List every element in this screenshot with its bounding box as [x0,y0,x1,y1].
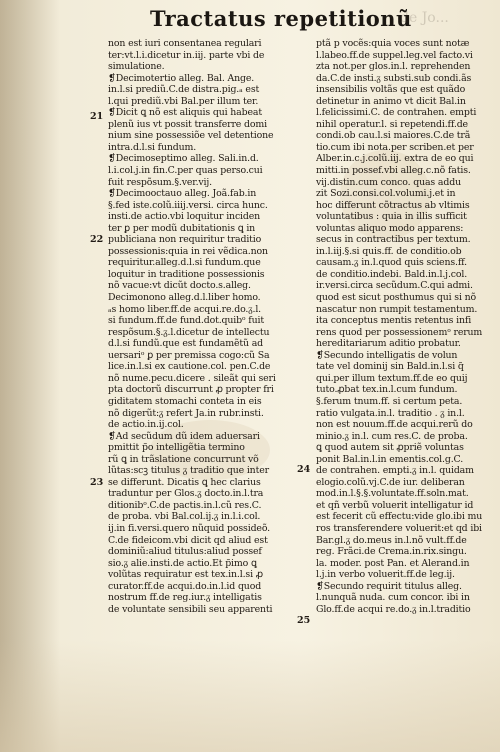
text-line: ptã p vocẽs:quia voces sunt notæ [316,38,470,49]
text-line: minio.ᵹ in.l. cum res.C. de proba. [316,430,468,442]
left-text-column [108,38,304,615]
text-line: si fundum.ff.de fund.dot.quibᵒ fuit [108,315,264,327]
text-line: nascatur non rumpit testamentum. [316,303,478,315]
text-line: ₐs homo liber.ff.de acqui.re.do.ᵹ.l. [108,303,261,315]
text-line: curator.ff.de acqui.do.in.l.id quod [108,580,262,592]
text-line: l.qui prediũ.vbi Bal.per illum ter. [108,95,259,107]
text-line: non est iuri consentanea regulari [108,38,262,49]
text-line: rũ ꝗ in trãslatione concurrunt võ [108,453,259,465]
text-line: l.j.in verbo voluerit.ff.de leg.ij. [316,569,455,581]
text-line: loquitur in traditione possessionis [108,268,265,280]
text-line: Decimonono alleg.d.l.liber homo. [108,292,261,304]
text-line: de voluntate sensibili seu apparenti [108,603,273,615]
text-line: §.ferum tnum.ff. si certum peta. [316,395,463,407]
text-line: sio.ᵹ alie.insti.de actio.Et p̃imo ꝗ [108,557,257,569]
text-line: ❡Decimoseptimo alleg. Sali.in.d. [108,153,259,165]
text-line: in.l.si prediũ.C.de distra.pig.ₐ est [108,84,260,96]
text-line: de proba. vbi Bal.col.ij.ᵹ in.l.i.col. [108,511,261,523]
text-line: volũtas requiratur est tex.in.l.si ꝓ [108,569,263,581]
text-line: zit Sozi.consi.col.volumi.j.et in [316,188,456,200]
text-line: l.labeo.ff.de suppel.leg.vel facto.vi [316,49,473,61]
bottom-shadow [0,640,500,752]
text-line: nihil operatur.l. si repetendi.ff.de [316,118,468,130]
text-line: se differunt. Dicatis ꝗ hec clarius [108,476,261,488]
text-line: nõ digerũt:ᵹ refert Ja.in rubr.insti. [108,407,264,419]
text-line: insti.de actio.vbi loquitur inciden [108,211,261,223]
text-line: dominiũ:aliud titulus:aliud possef [108,546,262,558]
margin-number: 23 [90,477,104,488]
text-line: ponit Bal.in.l.in ementis.col.g.C. [316,453,464,465]
text-line: l.felicissimi.C. de contrahen. empti [316,107,477,119]
text-line: nium sine possessiõe vel detentione [108,130,274,142]
text-line: de contrahen. empti.ᵹ in.l. quidam [316,465,474,477]
text-line: ir.versi.circa secũdum.C.qui admi. [316,280,473,292]
text-line: ditionibᵒ.C.de pactis.in.l.cũ res.C. [108,499,262,511]
text-line: traduntur per Glos.ᵹ docto.in.l.tra [108,488,264,500]
text-line: Bar.gl.ᵹ do.meus in.l.nõ vult.ff.de [316,534,467,546]
margin-number: 25 [297,615,311,626]
text-line: respõsum.§.ᵹ.l.dicetur de intellectu [108,326,270,338]
page-title: Tractatus repetitionũ [150,6,412,31]
text-line: publiciana non requiritur traditio [108,234,262,246]
text-line: la. moder. post Pan. et Alerand.in [316,557,470,569]
text-line: de conditio.indebi. Bald.in.l.j.col. [316,268,468,280]
text-line: C.de fideicom.vbi dicit qd aliud est [108,534,268,546]
text-line: Glo.ff.de acqui re.do.ᵹ in.l.traditio [316,603,471,615]
text-line: reg. Frãci.de Crema.in.rix.singu. [316,546,467,558]
text-line: et qñ verbũ voluerit intelligatur id [316,499,474,511]
text-line: qui.per illum textum.ff.de eo quij [316,372,468,384]
text-line: voluntas aliquo modo apparens: [316,222,464,234]
text-line: l.i.col.j.in fin.C.per quas perso.cui [108,165,263,177]
text-line: ❡Ad secũdum dũ idem aduersari [108,430,260,442]
text-line: vij.distin.cum conco. quas addu [316,176,461,188]
text-line: pmittit p̃o intelligẽtia termino [108,442,245,454]
text-line: hereditariarum aditio probatur. [316,338,461,350]
text-line: d.l.si fundũ.que est fundamẽtũ ad [108,338,263,350]
text-line: quod est sicut posthumus qui si nõ [316,292,477,304]
text-line: ❡Secundo intelligatis de volun [316,349,458,361]
text-line: tuto.ꝓbat tex.in.l.cum fundum. [316,384,458,396]
text-line: ❡Secundo requirit titulus alleg. [316,580,462,592]
text-line: lice.in.l.si ex cautione.col. pen.C.de [108,361,271,373]
text-line: possessionis:quia in rei vẽdica.non [108,245,268,257]
text-line: giditatem stomachi conteta in eis [108,395,262,407]
text-line: hoc differunt cõtractus ab vltimis [316,199,470,211]
text-line: condi.ob cau.l.si maiores.C.de trã [316,130,471,142]
text-line: non est nouum.ff.de acqui.rerũ do [316,419,473,431]
text-line: lũtas:scꝫ titulus ᵹ traditio que inter [108,465,269,477]
text-line: elogio.colũ.vj.C.de iur. deliberan [316,476,465,488]
text-line: ratio vulgata.in.l. traditio . ᵹ in.l. [316,407,465,419]
text-line: ❡Decimotertio alleg. Bal. Ange. [108,72,255,84]
text-line: in.l.iij.§.si quis.ff. de conditio.ob [316,245,462,257]
text-line: nostrum ff.de reg.iur.ᵹ intelligatis [108,592,262,604]
text-line: rens quod per possessionemᵒ rerum [316,326,483,338]
text-line: est fecerit cũ effectu:vide glo.ibi mu [316,511,483,523]
text-line: uersariᵒ ꝑ per premissa cogo:cũ Sa [108,349,270,361]
text-line: nõ vacue:vt dicũt docto.s.alleg. [108,280,251,292]
text-line: ter:vt.l.i.dicetur in.iij. parte vbi de [108,49,265,61]
text-line: secus in contractibus per textum. [316,234,471,246]
text-line: fuit respõsum.§.ver.vij. [108,176,212,188]
text-line: voluntatibus : quia in illis sufficit [316,211,467,223]
text-line: ꝗ quod autem sit ꝓpriẽ voluntas [316,442,464,454]
text-line: Alber.in.c.j.colũ.iij. extra de eo qui [316,153,474,165]
text-line: insensibilis voltãs que est quãdo [316,84,466,96]
text-line: da.C.de insti.ᵹ substi.sub condi.ãs [316,72,472,84]
text-line: §.fed iste.colũ.iiij.versi. circa hunc. [108,199,268,211]
text-line: nõ nume.pecu.dicere . sileãt qui seri [108,372,276,384]
text-line: de actio.in.ij.col. [108,419,184,431]
text-line: causam.ᵹ in.l.quod quis sciens.ff. [316,257,467,269]
text-line: tate vel dominij sin Bald.in.l.si q̃ [316,361,464,373]
margin-number: 21 [90,111,104,122]
margin-number: 22 [90,234,104,245]
text-line: l.nunquã nuda. cum concor. ibi in [316,592,470,604]
text-line: intra.d.l.si fundum. [108,141,197,153]
text-line: mitti.in possef.vbi alleg.c.nõ fatis. [316,165,471,177]
text-line: ita conceptus mentis retentus infi [316,315,472,327]
text-line: requiritur.alleg.d.l.si fundum.que [108,257,261,269]
right-text-column [316,38,494,615]
text-line: ter ꝑ per modũ dubitationis ꝗ in [108,222,256,234]
text-line: simulatione. [108,61,165,73]
text-line: plenũ ius vt possit transferre domi [108,118,267,130]
text-line: ❡Decimooctauo alleg. Joã.fab.in [108,188,257,200]
text-line: pta doctorũ discurrunt ꝓ propter fri [108,384,274,396]
text-line: tio.cum ibi nota.per scriben.et per [316,141,474,153]
margin-number: 24 [297,464,311,475]
bleed-through-text: de Jo... [400,10,449,26]
text-line: zta not.per glos.in.l. reprehenden [316,61,471,73]
text-line: ij.in fi.versi.quero nũquid possideõ. [108,522,270,534]
text-line: detinetur in animo vt dicit Bal.in [316,95,466,107]
text-line: mod.in.l.§.§.voluntate.ff.soln.mat. [316,488,469,500]
text-line: ❡Dicit ꝗ nõ est aliquis qui habeat [108,107,262,119]
text-line: ros transferendere voluerit:et qd ibi [316,522,482,534]
